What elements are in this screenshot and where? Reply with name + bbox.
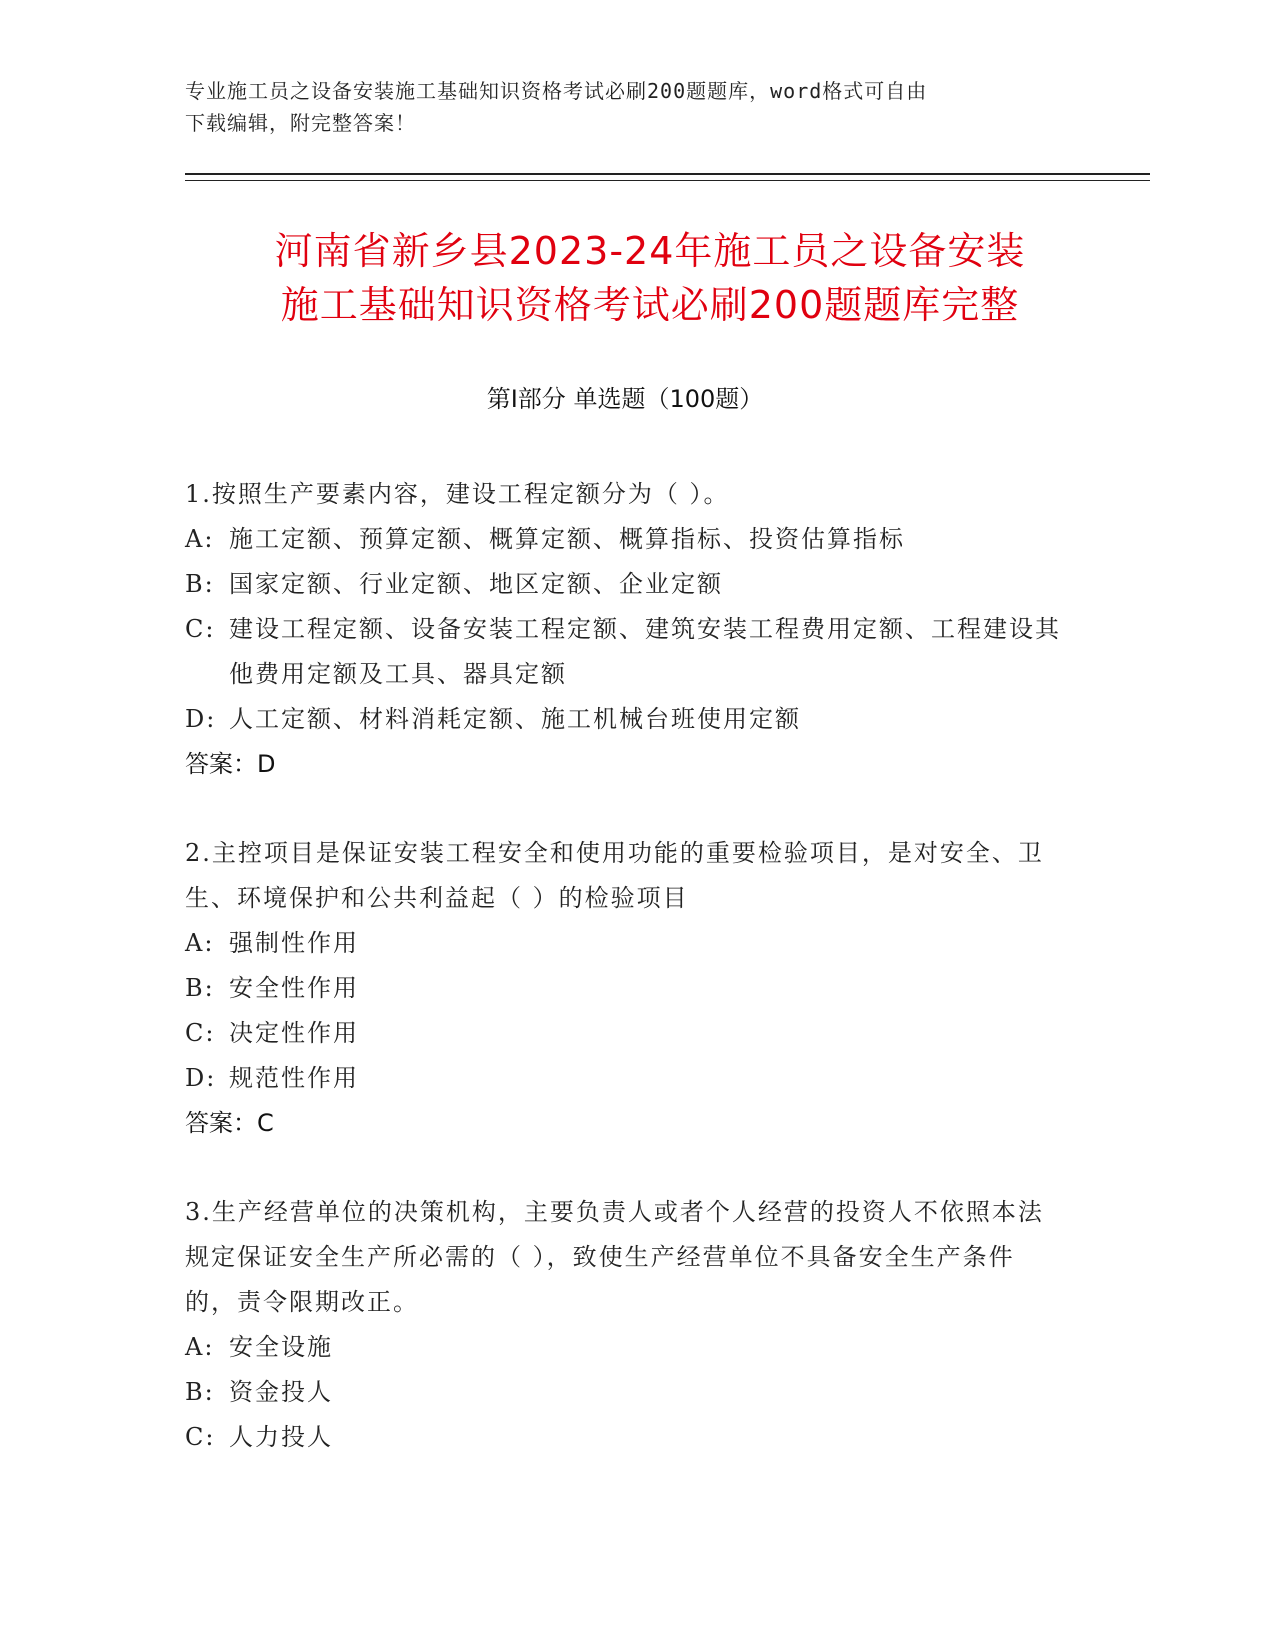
option-text: 强制性作用	[229, 929, 359, 957]
option-letter: A:	[185, 929, 215, 957]
option-letter: C:	[185, 615, 216, 643]
option-letter: D:	[185, 1064, 217, 1092]
question-stem-text: 3.生产经营单位的决策机构，主要负责人或者个人经营的投资人不依照本法规定保证安全生产所必需的（ ），致使生产经营单位不具备安全生产条件的，责令限期改正。	[185, 1198, 1044, 1316]
option-text: 国家定额、行业定额、地区定额、企业定额	[229, 570, 723, 598]
option-a	[185, 921, 1065, 966]
option-text: 决定性作用	[229, 1019, 359, 1047]
option-letter: D:	[185, 705, 217, 733]
intro-line: 下载编辑，附完整答案！	[185, 111, 416, 135]
question-list	[185, 472, 1065, 1504]
option-letter: A:	[185, 525, 215, 553]
question-block	[185, 472, 1065, 787]
option-b	[185, 1370, 1065, 1415]
header-divider-thick	[185, 173, 1150, 175]
option-text: 资金投人	[229, 1378, 333, 1406]
option-text: 安全性作用	[229, 974, 359, 1002]
option-letter: C:	[185, 1423, 216, 1451]
question-stem	[185, 472, 1065, 517]
question-block	[185, 831, 1065, 1146]
question-stem-text: 2.主控项目是保证安装工程安全和使用功能的重要检验项目，是对安全、卫生、环境保护和公共利益起（ ）的检验项目	[185, 839, 1044, 912]
option-a	[185, 1325, 1065, 1370]
option-text: 建设工程定额、设备安装工程定额、建筑安装工程费用定额、工程建设其他费用定额及工具、器具定额	[229, 615, 1061, 688]
section-title: 第Ⅰ部分 单选题（100题）	[486, 385, 764, 413]
option-c	[185, 607, 1065, 697]
option-text: 规范性作用	[229, 1064, 359, 1092]
answer-text: 答案：C	[185, 1109, 274, 1137]
option-c	[185, 1011, 1065, 1056]
answer-text: 答案：D	[185, 750, 276, 778]
option-text: 人工定额、材料消耗定额、施工机械台班使用定额	[229, 705, 801, 733]
option-letter: B:	[185, 570, 215, 598]
intro-text	[185, 75, 1065, 139]
header-divider-thin	[185, 180, 1150, 181]
document-title	[185, 224, 1115, 332]
option-letter: B:	[185, 974, 215, 1002]
option-text: 施工定额、预算定额、概算定额、概算指标、投资估算指标	[229, 525, 905, 553]
question-stem-text: 1.按照生产要素内容，建设工程定额分为（ ）。	[185, 480, 730, 508]
option-d	[185, 697, 1065, 742]
option-b	[185, 562, 1065, 607]
option-a	[185, 517, 1065, 562]
title-line: 施工基础知识资格考试必刷200题题库完整	[280, 283, 1020, 327]
title-line: 河南省新乡县2023-24年施工员之设备安装	[274, 229, 1026, 273]
question-block	[185, 1190, 1065, 1460]
option-c	[185, 1415, 1065, 1460]
option-b	[185, 966, 1065, 1011]
question-stem	[185, 1190, 1065, 1325]
option-letter: B:	[185, 1378, 215, 1406]
question-stem	[185, 831, 1065, 921]
option-letter: C:	[185, 1019, 216, 1047]
option-text: 安全设施	[229, 1333, 333, 1361]
option-d	[185, 1056, 1065, 1101]
intro-line: 专业施工员之设备安装施工基础知识资格考试必刷200题题库，word格式可自由	[185, 79, 928, 103]
option-text: 人力投人	[229, 1423, 333, 1451]
option-letter: A:	[185, 1333, 215, 1361]
